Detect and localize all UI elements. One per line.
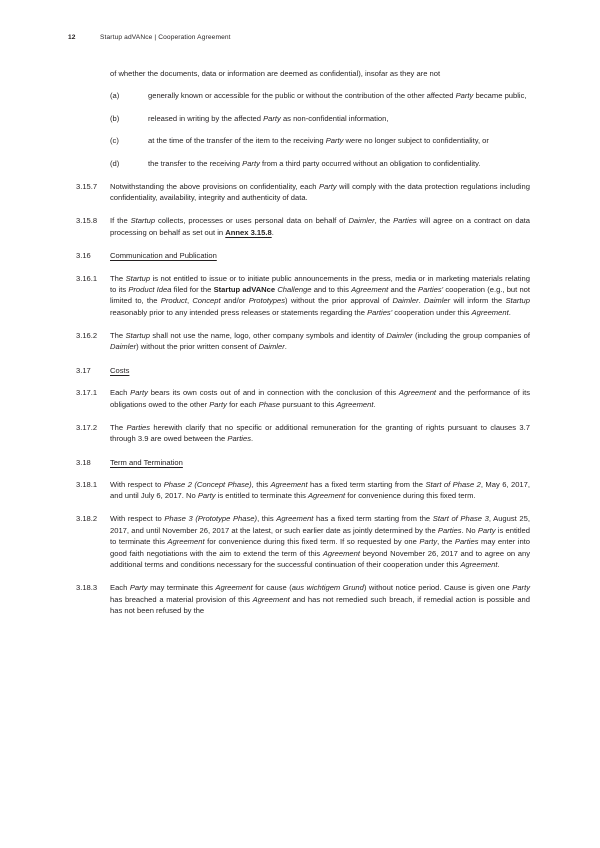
text-run: and has not remedied such breach, if remedial action is possible and has not been refused by the (110, 594, 530, 616)
brand-name: Startup adVANce (213, 284, 276, 294)
section-title: Costs (110, 365, 130, 375)
text-run: , this (251, 479, 271, 489)
running-header (68, 33, 530, 43)
italic-term: Phase 2 (Concept Phase) (163, 479, 252, 489)
clause-text (110, 582, 530, 616)
italic-term: Agreement (252, 594, 290, 604)
clause-text (110, 273, 530, 319)
text-run: pursuant to this (280, 399, 337, 409)
clause-text (110, 181, 530, 204)
italic-term: Party (512, 583, 530, 593)
text-run: and/or (220, 296, 249, 306)
text-run: will inform the (450, 296, 506, 306)
italic-term: Parties (227, 434, 252, 444)
text-run: for convenience during this fixed term. (345, 491, 476, 501)
section-number: 3.17 (76, 365, 91, 375)
italic-term: Start of Phase 3 (432, 514, 489, 524)
italic-term: Daimler (258, 342, 285, 352)
text-run: , (186, 296, 193, 306)
text-run: for each (226, 399, 259, 409)
italic-term: Parties (454, 537, 479, 547)
clause-number: 3.15.8 (76, 216, 98, 226)
italic-term: Parties (393, 216, 417, 226)
section-title: Term and Termination (110, 457, 183, 467)
clause-3-18-1 (76, 479, 530, 502)
section-heading-3-17 (76, 365, 530, 376)
clause-text (110, 422, 530, 445)
italic-term: Startup (130, 216, 156, 226)
clause-number: 3.16.2 (76, 330, 98, 340)
text-run: for convenience during this fixed term. If so requested by one (204, 537, 420, 547)
italic-term: Agreement (322, 548, 360, 558)
italic-term: Party (197, 491, 216, 501)
text-run: will agree on a contract on data processing on behalf as set out in (110, 216, 531, 237)
text-run: became public, (473, 91, 527, 101)
text-run: may terminate this (147, 583, 216, 593)
clause-text (110, 513, 530, 570)
italic-term: Agreement (167, 537, 205, 547)
list-item-text (148, 158, 530, 169)
clause-text (110, 215, 530, 238)
italic-term: Party (419, 537, 438, 547)
text-run: and to this (311, 284, 352, 294)
italic-term: Party (477, 525, 496, 535)
list-marker: (a) (110, 91, 120, 101)
clause-text (110, 387, 530, 410)
italic-term: Party (455, 91, 474, 101)
text-run: ) without notice period. Cause is given one (363, 583, 513, 593)
text-run: and the (388, 284, 419, 294)
italic-term: Daimler (392, 296, 419, 306)
section-number: 3.18 (76, 457, 91, 467)
italic-term: Parties' (418, 284, 444, 294)
clause-number: 3.15.7 (76, 181, 98, 191)
page-number: 12 (68, 34, 76, 41)
list-item (110, 158, 530, 169)
clause-3-18-2 (76, 513, 530, 570)
clause-number: 3.17.1 (76, 388, 98, 398)
list-item-text (148, 113, 530, 124)
clause-3-17-1 (76, 387, 530, 410)
list-marker: (d) (110, 158, 120, 168)
italic-term: Party (318, 181, 337, 191)
annex-reference: Annex 3.15.8 (225, 227, 272, 237)
text-run: has a fixed term starting from the (313, 514, 433, 524)
italic-term: Start of Phase 2 (425, 479, 481, 489)
text-run: at the time of the transfer of the item to the receiving (148, 136, 326, 146)
italic-term: Daimler (386, 330, 413, 340)
italic-term: Agreement (270, 479, 308, 489)
italic-term: Product (160, 296, 187, 306)
text-run: and the performance of its obligations owed to the other (110, 388, 530, 409)
text-run: Each (110, 388, 131, 398)
clause-3-16-2 (76, 330, 530, 353)
lead-paragraph: of whether the documents, data or information are deemed as confidential), insofar as they are not (110, 69, 441, 78)
text-run: The (110, 273, 126, 283)
text-run: , May 6, 2017, and until July 6, 2017. No (110, 479, 530, 501)
text-run: . (284, 342, 287, 352)
italic-term: Agreement (336, 399, 374, 409)
text-run: released in writing by the affected (148, 113, 264, 123)
section-number: 3.16 (76, 251, 91, 261)
italic-term: Parties' (367, 307, 393, 317)
italic-term: Agreement (276, 514, 314, 524)
italic-term: Party (325, 136, 344, 146)
italic-term: Agreement (215, 583, 253, 593)
text-run: The (110, 330, 126, 340)
section-heading-3-18 (76, 457, 530, 468)
italic-term: Party (209, 399, 227, 409)
italic-term: Agreement (471, 307, 509, 317)
italic-term: Party (263, 113, 281, 123)
list-item (110, 135, 530, 146)
italic-term: Challenge (277, 284, 312, 294)
text-run: has breached a material provision of this (110, 594, 253, 604)
text-run: for cause ( (252, 583, 292, 593)
italic-term: Daimler (110, 342, 137, 352)
clause-3-15-8 (76, 215, 530, 238)
italic-term: Parties (437, 525, 462, 535)
text-run: from a third party occurred without an obligation to confidentiality. (259, 158, 481, 168)
italic-term: Phase (258, 399, 281, 409)
text-run: With respect to (110, 479, 164, 489)
text-run: , the (374, 216, 394, 226)
text-run: , August 25, 2017, and until November 26, 2017 at the latest, or such earlier date as jointly determined by the (110, 514, 530, 535)
text-run: ) without the prior approval of (285, 296, 393, 306)
italic-term: Startup (505, 296, 530, 306)
text-run: generally known or accessible for the public or without the contribution of the other affected (148, 91, 456, 101)
clause-3-17-2 (76, 422, 530, 445)
text-run: shall not use the name, logo, other company symbols and identity of (149, 330, 387, 340)
text-run: has a fixed term starting from the (307, 479, 426, 489)
text-run: The (110, 422, 127, 432)
text-run: will comply with the data protection regulations including confidentiality, availability, integrity and authenticity of data. (110, 181, 531, 203)
text-run: . (497, 560, 500, 570)
header-title: Startup adVANce | Cooperation Agreement (100, 34, 231, 41)
italic-term: Product Idea (128, 284, 172, 294)
clause-number: 3.16.1 (76, 273, 98, 283)
clause-number: 3.17.2 (76, 422, 98, 432)
italic-term: Agreement (398, 388, 437, 398)
clause-3-16-1 (76, 273, 530, 319)
text-run: , this (257, 514, 277, 524)
text-run: . (418, 296, 425, 306)
italic-term: Party (242, 158, 260, 168)
text-run: . (373, 399, 376, 409)
clause-3-15-7 (76, 181, 530, 204)
list-item-text (148, 90, 530, 101)
list-marker: (c) (110, 136, 119, 146)
list-item-text (148, 135, 530, 146)
italic-term: Startup (125, 330, 150, 340)
list-marker: (b) (110, 113, 120, 123)
text-run: is not entitled to issue or to initiate public announcements in the press, media or in marketing materials relating to its (110, 273, 530, 294)
text-run: filed for the (171, 284, 214, 294)
text-run: , the (437, 537, 455, 547)
section-title: Communication and Publication (110, 251, 217, 261)
text-run: is entitled to terminate this (110, 525, 530, 547)
text-run: reasonably prior to any intended press releases or statements regarding the (110, 307, 368, 317)
text-run: . No (461, 525, 478, 535)
clause-number: 3.18.1 (76, 479, 98, 489)
text-run: cooperation (e.g., but not limited to, the (110, 284, 530, 306)
clause-text (110, 479, 530, 502)
italic-term: Startup (125, 273, 151, 283)
italic-term: Party (129, 583, 148, 593)
text-run: With respect to (110, 514, 165, 524)
italic-term: Agreement (351, 284, 389, 294)
text-run: were no longer subject to confidentiality, or (343, 136, 489, 146)
text-run: Each (110, 583, 130, 593)
text-run: collects, processes or uses personal data on behalf of (155, 216, 349, 226)
text-run: Notwithstanding the above provisions on confidentiality, each (110, 181, 319, 191)
italic-term: Concept (192, 296, 221, 306)
clause-3-18-3 (76, 582, 530, 616)
italic-term: Party (130, 388, 148, 398)
text-run: herewith clarify that no specific or additional remuneration for the granting of rights pursuant to clauses 3.7 through 3.9 are owed between the (110, 422, 530, 444)
italic-term: Phase 3 (Prototype Phase) (164, 514, 258, 524)
clause-text (110, 330, 530, 353)
list-item (110, 113, 530, 124)
italic-term: Agreement (307, 491, 346, 501)
text-run: (including the group companies of (412, 330, 530, 340)
text-run: is entitled to terminate this (215, 491, 308, 501)
italic-term: aus wichtigem Grund (291, 583, 364, 593)
section-heading-3-16 (76, 250, 530, 261)
list-item (110, 90, 530, 101)
italic-term: Prototypes (248, 296, 286, 306)
italic-term: Daimler (348, 216, 375, 226)
italic-term: Parties (126, 422, 151, 432)
text-run: the transfer to the receiving (148, 158, 243, 168)
italic-term: Agreement (460, 560, 498, 570)
text-run: . (508, 307, 511, 317)
clause-number: 3.18.3 (76, 583, 98, 593)
italic-term: Daimler (424, 296, 451, 306)
text-run: . (251, 434, 254, 444)
clause-number: 3.18.2 (76, 514, 98, 524)
text-run: ) without the prior written consent of (136, 342, 259, 352)
text-run: as non-confidential information, (280, 113, 389, 123)
document-body (76, 68, 530, 617)
text-run: beyond November 26, 2017 and to agree on any additional terms and conditions necessary for the successful continuation of their cooperation under this (110, 548, 530, 570)
text-run: bears its own costs out of and in connection with the conclusion of this (147, 388, 399, 398)
text-run: . (271, 227, 274, 237)
text-run: If the (110, 216, 131, 226)
text-run: cooperation under this (392, 307, 472, 317)
text-run: may enter into good faith negotiations with the aim to extend the term of this (110, 537, 531, 558)
